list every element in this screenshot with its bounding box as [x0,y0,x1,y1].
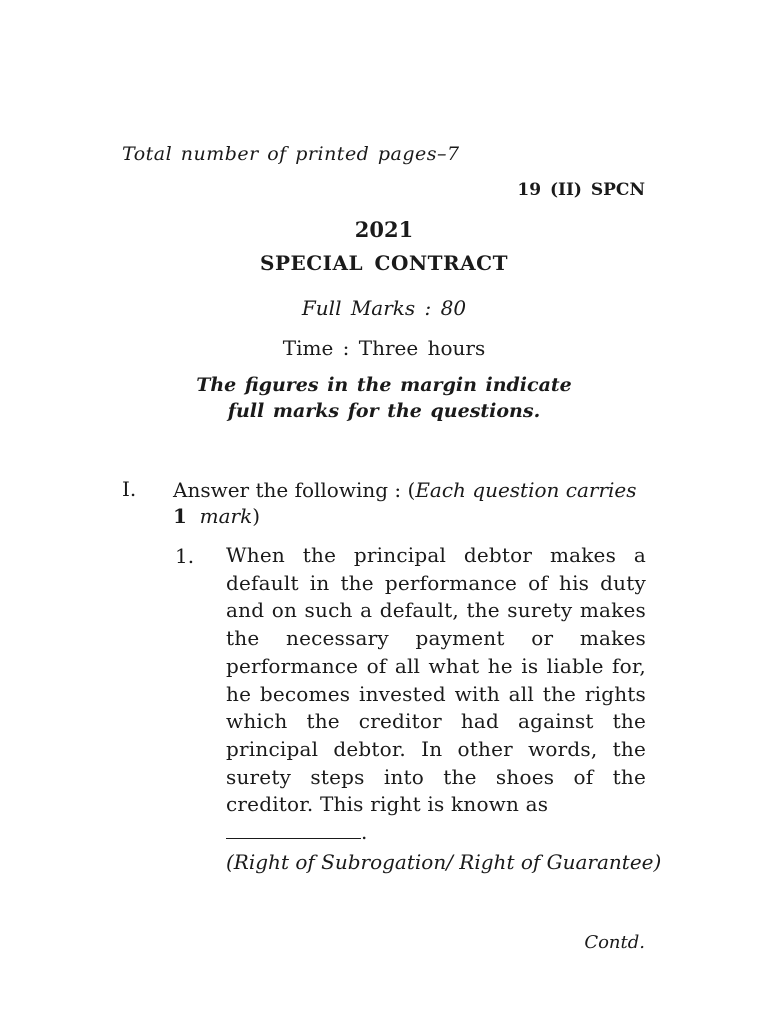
printed-pages-note: Total number of printed pages–7 [122,143,460,165]
continued-note: Contd. [584,932,645,953]
section-heading [173,477,647,529]
section-text-italic: Each question carries [415,478,637,502]
instruction-line-2: full marks for the questions. [227,400,541,422]
question-text-block [226,542,646,847]
question-text: When the principal debtor makes a default in the performance of his duty and on such a default, the surety makes the necessary payment or makes performance of all what he is liable for, he becomes invested with all the rights which the creditor had against the principal debtor. In other words, the surety steps into the shoes of the creditor. This right is known as [226,543,646,817]
section-number: I. [122,477,137,501]
section-text-prefix: Answer the following : ( [173,478,416,502]
instructions [0,372,768,424]
question-number: 1. [175,544,195,568]
full-marks: Full Marks : 80 [301,296,467,320]
section-marks-italic: mark [199,504,253,528]
exam-year: 2021 [354,217,414,242]
section-text-suffix: ) [252,504,261,528]
section-marks-bold: 1 [173,504,187,528]
answer-blank [226,824,361,839]
exam-time: Time : Three hours [282,336,486,360]
instruction-line-1: The figures in the margin indicate [196,374,572,396]
exam-title: SPECIAL CONTRACT [260,251,508,275]
answer-options: (Right of Subrogation/ Right of Guarantee) [226,850,662,874]
blank-end: . [361,820,368,845]
paper-code: 19 (II) SPCN [517,180,645,200]
